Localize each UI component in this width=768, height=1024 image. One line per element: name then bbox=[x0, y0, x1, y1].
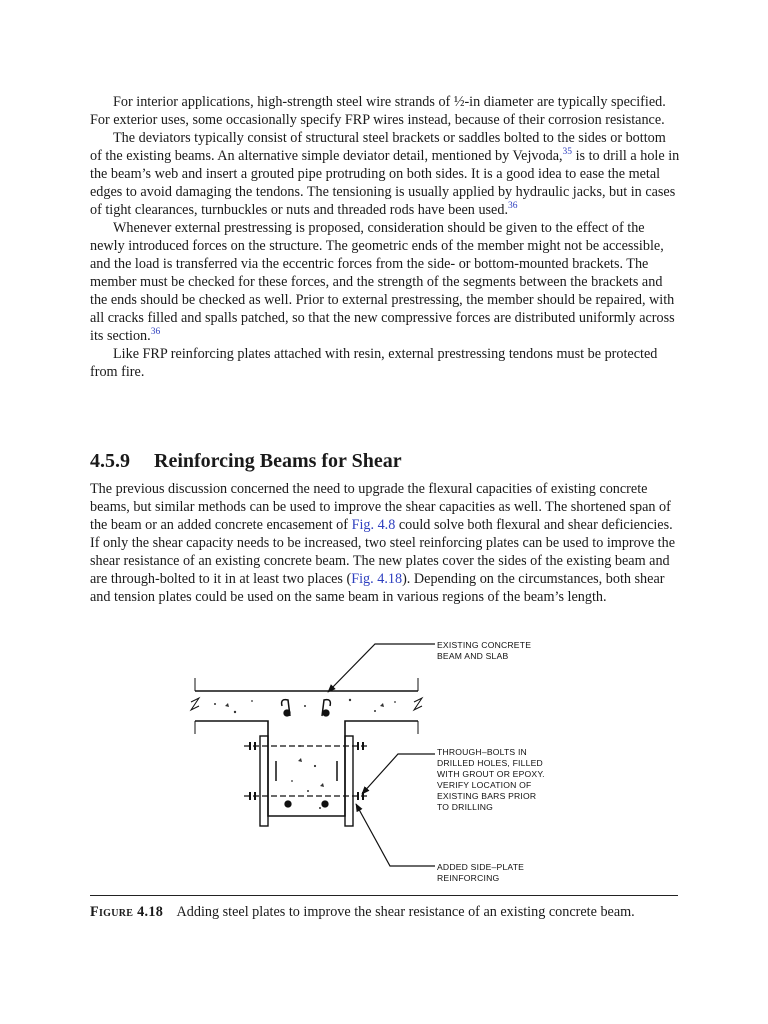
reference-36[interactable]: 36 bbox=[508, 201, 518, 211]
figure-caption bbox=[90, 904, 635, 921]
paragraph-1: For interior applications, high-strength steel wire strands of ½-in diameter are typically specified. For exterior uses, some occasionally specify FRP wires instead, because of their corrosion resistance. bbox=[90, 94, 666, 128]
caption-text: Adding steel plates to improve the shear resistance of an existing concrete beam. bbox=[176, 904, 635, 920]
fig-4-18-link[interactable]: Fig. 4.18 bbox=[351, 571, 403, 587]
reference-36b[interactable]: 36 bbox=[150, 327, 161, 337]
body-text bbox=[90, 93, 680, 381]
callout-bolts-1: THROUGH–BOLTS IN bbox=[437, 747, 527, 757]
paragraph-3-text: Whenever external prestressing is proposed, consideration should be given to the effect of the newly introduced forces on the structure. The geometric ends of the member might not be accessible, and the load is transferred via the eccentric forces from the side- or bottom-mounted brackets. The member must be checked for these forces, and the strength of the segments between the brackets and the ends should be checked as well. Prior to external prestressing, the member should be repaired, with all cracks filled and spalls patched, so that the new compressive forces are distributed uniformly across its section. bbox=[90, 220, 675, 344]
callout-bolts-3: WITH GROUT OR EPOXY. bbox=[437, 769, 545, 779]
section-text-c: ). Depending on the circumstances, both shear and tension plates could be used on the same beam in various regions of the beam’s length. bbox=[90, 571, 665, 605]
caption-divider bbox=[90, 895, 678, 896]
callout-side-plate-2: REINFORCING bbox=[437, 873, 500, 883]
callout-existing-concrete-2: BEAM AND SLAB bbox=[437, 651, 509, 661]
section-text-b: could solve both flexural and shear deficiencies. If only the shear capacity needs to be increased, two steel reinforcing plates can be used to improve the shear resistance of an existing concrete beam. The new plates cover the sides of the existing beam and are through-bolted to it in at least two places ( bbox=[90, 517, 676, 587]
section-body bbox=[90, 480, 680, 606]
paragraph-2-text-b: is to drill a hole in the beam’s web and insert a grouted pipe protruding on both sides. It is a good idea to ease the metal edges to avoid damaging the tendons. The tensioning is usually applied by hydraulic jacks, but in cases of tight clearances, turnbuckles or nuts and threaded rods have been used. bbox=[90, 148, 680, 218]
section-paragraph bbox=[90, 480, 680, 606]
callout-side-plate-1: ADDED SIDE–PLATE bbox=[437, 862, 525, 872]
paragraph-3 bbox=[90, 219, 680, 345]
callout-bolts-5: EXISTING BARS PRIOR bbox=[437, 791, 537, 801]
callout-bolts-6: TO DRILLING bbox=[437, 802, 494, 812]
reference-35[interactable]: 35 bbox=[562, 147, 573, 157]
section-heading bbox=[90, 450, 402, 473]
paragraph-4: Like FRP reinforcing plates attached with resin, external prestressing tendons must be protected from fire. bbox=[90, 346, 658, 380]
paragraph-2 bbox=[90, 129, 680, 219]
paragraph-2-text-a: The deviators typically consist of structural steel brackets or saddles bolted to the sides or bottom of the existing beams. An alternative simple deviator detail, mentioned by Vejvoda, bbox=[90, 130, 666, 164]
section-title: Reinforcing Beams for Shear bbox=[154, 450, 402, 472]
fig-4-8-link[interactable]: Fig. 4.8 bbox=[351, 517, 396, 533]
callout-existing-concrete: EXISTING CONCRETE bbox=[437, 640, 532, 650]
section-text-a: The previous discussion concerned the need to upgrade the flexural capacities of existing concrete beams, but similar methods can be used to improve the shear capacities as well. The shortened span of the beam or an added concrete encasement of bbox=[90, 481, 671, 533]
callout-bolts-4: VERIFY LOCATION OF bbox=[437, 780, 532, 790]
caption-label: Figure 4.18 bbox=[90, 904, 164, 920]
section-number: 4.5.9 bbox=[90, 450, 130, 472]
figure-4-18-drawing bbox=[180, 636, 552, 886]
callout-bolts-2: DRILLED HOLES, FILLED bbox=[437, 758, 543, 768]
